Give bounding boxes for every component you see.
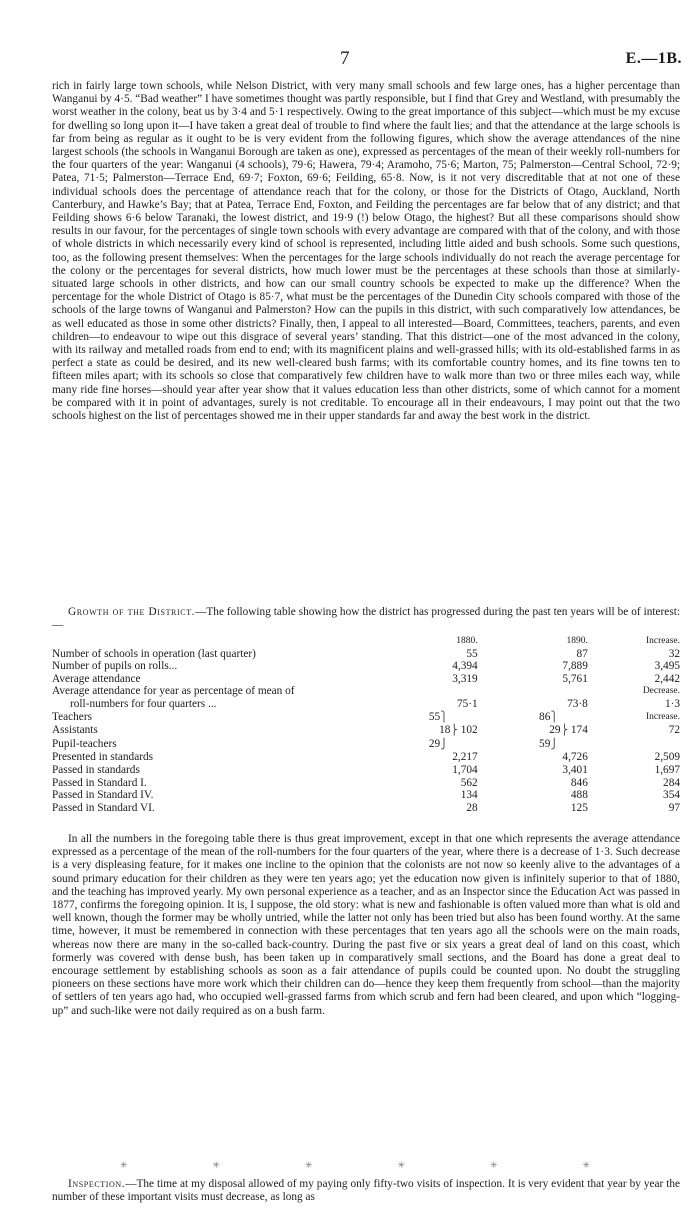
asterisk-icon: ✳	[582, 1160, 590, 1170]
row-label: Passed in Standard VI.	[52, 801, 155, 814]
table-row	[52, 698, 680, 711]
value-change: 354	[663, 789, 680, 802]
row-label: roll-numbers for four quarters ...	[70, 697, 217, 710]
value-1880: 55	[466, 647, 478, 660]
value-1890: 59⎭	[539, 737, 558, 750]
header-1890: 1890.	[566, 636, 588, 646]
value-1880: 562	[460, 776, 478, 789]
value-1880: 75·1	[456, 697, 478, 710]
value-1890: 4,726	[562, 751, 588, 764]
header-decrease: Decrease.	[642, 686, 680, 697]
value-1890: 7,889	[562, 660, 588, 673]
value-change: 1·3	[664, 697, 680, 710]
asterisk-icon: ✳	[397, 1160, 405, 1170]
growth-section	[52, 606, 680, 632]
table-row	[52, 738, 680, 752]
table-row	[52, 764, 680, 777]
header-increase: Increase.	[645, 711, 680, 722]
row-label: Pupil-teachers	[52, 737, 117, 750]
row-label: Number of pupils on rolls...	[52, 660, 178, 673]
header-1880: 1880.	[456, 636, 478, 646]
table-row	[52, 751, 680, 764]
row-label: Average attendance for year as percentage of mean of	[52, 685, 295, 698]
inspection-text: —The time at my disposal allowed of my paying only fifty-two visits of inspection. It is very evident that year by year the number of these important visits must decrease, as long as	[52, 1178, 680, 1204]
value-1890: 846	[570, 776, 588, 789]
value-1880: 18⎬ 102	[439, 724, 478, 737]
value-1890: 86⎫	[539, 710, 558, 723]
growth-text: —The following table showing how the district has progressed during the past ten years will be of interest:—	[52, 606, 680, 632]
inspection-heading: Inspection.	[68, 1178, 126, 1190]
table-row	[52, 802, 680, 815]
row-label: Average attendance	[52, 672, 141, 685]
value-change: 72	[668, 724, 680, 737]
value-1890: 5,761	[562, 672, 588, 685]
growth-heading: Growth of the District.	[68, 606, 196, 618]
paragraph-text: rich in fairly large town schools, while Nelson District, with very many small schools and few large ones, has a higher percentage than Wanganui by 4·5. “Bad weather” I have sometimes thought was partly responsible, but I find that Grey and Westland, with presumably the worst weather in the colony, beat us by 3·4 and 5·1 respectively. Owing to the great importance of this subject—which must be my excuse for dwelling so long upon it—I have taken a great deal of trouble to find where the fault lies; and that the attendance at the large schools is far from being as regular as it ought to be is very evident from the following figures, which show the average attendances of the nine largest schools (the schools in Wanganui Borough are taken as one), expressed as percentages of the mean of their weekly roll-numbers for the four quarters of the year: Wanganui (4 schools), 79·6; Hawera, 79·4; Aramoho, 75·6; Marton, 75; Palmerston—Central School, 72·9; Patea, 71·5; Palmerston—Terrace End, 69·7; Foxton, 69·6; Feilding, 65·8. Now, is it not very discreditable that at not one of these individual schools does the percentage of attendance reach that for the colony, or those for the Districts of Otago, Auckland, North Canterbury, and Hawke’s Bay; that at Patea, Terrace End, Foxton, and Feilding the percentages are far below that of any district; and that Feilding shows 6·6 below Taranaki, the lowest district, and 19·9 (!) below Otago, the highest? But all these comparisons should show results in our favour, for the percentages of single town schools with every advantage are compared with that of the colony, and with those of whole districts in which necessarily every kind of school is represented, including little aided and bush schools. Some such questions, too, as the following present themselves: When the percentages for the large schools individually do not reach the average percentage for the colony or the percentages for several districts, how much lower must be the percentages at these schools than those at similarly-situated large schools in other districts, and how can our small country schools be expected to make up the difference? When the percentage for the whole District of Otago is 85·7, what must be the percentages of the Dunedin City schools compared with those of the schools of the large towns of Wanganui and Palmerston? How can the pupils in this district, with such comparatively low attendances, be as well educated as those in some other districts? Finally, then, I appeal to all interested—Board, Committees, teachers, parents, and even children—to endeavour to wipe out this disgrace of several years’ standing. That this district—one of the most advanced in the colony, with its railway and metalled roads from end to end; with its magnificent plains and well-grassed hills; with its old-established farms in as perfect a state as could be desired, and its new well-cleared bush farms; with its comfortable country homes, and its fine towns ten to fifteen miles apart; with its schools so close that comparatively few children have to walk more than two or three miles each way, while many ride fine horses—should year after year show that it values education less than other districts, some of which cannot for a moment be compared with it in point of advantages, surely is not creditable. To encourage all in their endeavours, I may point out that the two schools highest on the list of percentages showed me in their upper standards far and away the best work in the district.	[52, 80, 680, 423]
value-1880: 2,217	[452, 751, 478, 764]
table-row	[52, 789, 680, 802]
page-number: 7	[340, 48, 350, 69]
table-row	[52, 648, 680, 661]
table-header-row	[52, 635, 680, 648]
asterisk-icon: ✳	[489, 1160, 498, 1170]
value-1880: 29⎭	[428, 737, 448, 750]
row-label: Presented in standards	[52, 751, 154, 764]
row-label: Passed in Standard I.	[52, 776, 147, 789]
section-separator	[120, 1160, 590, 1171]
row-label: Passed in standards	[52, 763, 140, 776]
growth-table	[52, 635, 680, 814]
asterisk-icon: ✳	[120, 1160, 128, 1170]
document-reference: E.—1B.	[625, 50, 682, 67]
table-row	[52, 660, 680, 673]
table-row	[52, 673, 680, 686]
value-change: 1,697	[654, 763, 680, 776]
asterisk-icon: ✳	[304, 1160, 313, 1170]
row-label: Number of schools in operation (last quarter)	[52, 647, 256, 660]
paragraph-improvement	[52, 833, 680, 1018]
value-change: 97	[668, 801, 680, 814]
value-1890: 87	[576, 647, 588, 660]
value-1890: 488	[570, 789, 588, 802]
header-increase: Increase.	[645, 636, 680, 646]
table-row	[52, 724, 680, 738]
value-change: 2,442	[654, 672, 680, 685]
value-change: 3,495	[654, 660, 680, 673]
asterisk-icon: ✳	[212, 1160, 221, 1170]
table-row	[52, 685, 680, 698]
paragraph-text: In all the numbers in the foregoing table there is thus great improvement, except in that one which represents the average attendance expressed as a percentage of the mean of the roll-numbers for the four quarters of the year, where there is a decrease of 1·3. Such decrease is a very displeasing feature, for it makes one incline to the opinion that the colonists are not now so keenly alive to the advantages of a sound primary education for their children as they were ten years ago; yet the education now given is infinitely superior to that of 1880, and the teaching has improved yearly. My own personal experience as a teacher, and as an Inspector since the Education Act was passed in 1877, confirms the foregoing opinion. It is, I suppose, the old story: what is new and fashionable is often valued more than what is old and well known, though the former may be wholly untried, while the latter not only has been tried but also has been found worthy. At the same time, however, it must be remembered in connection with these percentages that ten years ago all the schools were on the main roads, whereas now there are many in the so-called back-country. During the past five or six years a great deal of land on this coast, which formerly was covered with dense bush, has been taken up in comparatively small sections, and the Board has done a great deal to encourage settlement by establishing schools as soon as a fair attendance of pupils could be counted upon. No doubt the struggling pioneers on these sections have more work which their children can do—hence they keep them frequently from school—than the majority of settlers of ten years ago had, who occupied well-grassed farms from which scrub and fern had been cleared, and upon which “logging-up” and such-like were not daily required as on a bush farm.	[52, 833, 680, 1017]
total-1890: 174	[570, 724, 588, 737]
value-change: 284	[663, 776, 680, 789]
value-1880: 28	[466, 801, 478, 814]
row-label: Assistants	[52, 724, 98, 737]
value-1880: 55⎫	[428, 710, 448, 723]
total-1880: 102	[460, 724, 478, 737]
table-row	[52, 777, 680, 790]
value-change: 2,509	[654, 751, 680, 764]
value-1880: 3,319	[452, 672, 478, 685]
value-1880: 134	[460, 789, 478, 802]
value-1890: 125	[570, 801, 588, 814]
value-1880: 1,704	[452, 763, 478, 776]
value-change: 32	[668, 647, 680, 660]
value-1890: 29⎬ 174	[549, 724, 588, 737]
value-1890: 3,401	[562, 763, 588, 776]
row-label: Teachers	[52, 710, 92, 723]
paragraph-attendance	[52, 80, 680, 423]
value-1890: 73·8	[567, 697, 588, 710]
row-label: Passed in Standard IV.	[52, 789, 154, 802]
table-row	[52, 711, 680, 725]
inspection-section	[52, 1178, 680, 1204]
value-1880: 4,394	[452, 660, 478, 673]
